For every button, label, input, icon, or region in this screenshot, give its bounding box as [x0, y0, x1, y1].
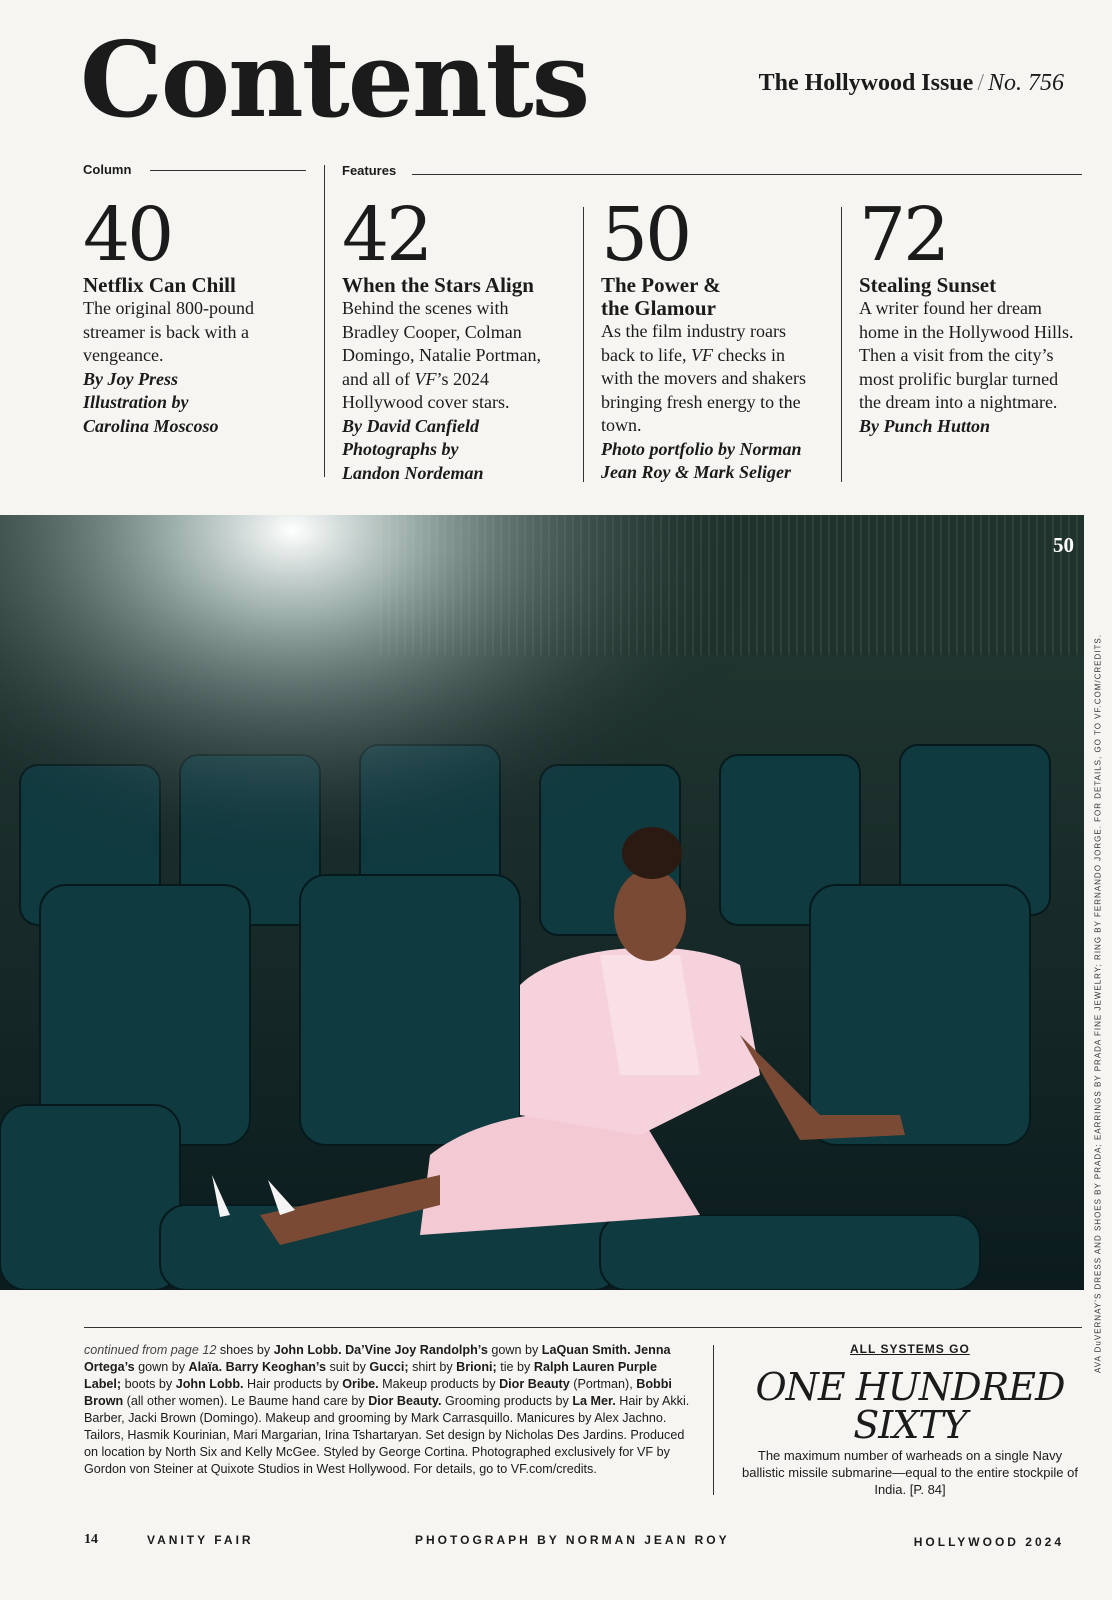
credit-brand: John Lobb. Da’Vine Joy Randolph’s: [273, 1343, 488, 1357]
cover-photo: [0, 515, 1084, 1290]
toc-entry-72[interactable]: [859, 192, 1089, 438]
credit-text-run: Makeup products by: [378, 1377, 500, 1391]
toc-entry-50[interactable]: [601, 192, 831, 485]
entry-description: A writer found her dream home in the Hollywood Hills. Then a visit from the city’s most prolific burglar turned the dream into a nightmare.: [859, 298, 1074, 412]
credit-text-run: (all other women). Le Baume hand care by: [123, 1394, 369, 1408]
credit-text-run: shoes by: [216, 1343, 274, 1357]
entry-page-number: 50: [601, 192, 690, 278]
credit-brand: Dior Beauty.: [368, 1394, 442, 1408]
photo-page-ref: 50: [1053, 533, 1074, 557]
page-title: Contents: [80, 18, 589, 141]
issue-divider: /: [977, 70, 984, 96]
desc-part: checks in with the movers and shakers bringing fresh energy to the town.: [601, 344, 806, 435]
entry-headline: The Power & the Glamour: [601, 273, 721, 320]
credit-brand: Oribe.: [342, 1377, 379, 1391]
side-credit-strip: [1084, 515, 1112, 1495]
divider-1: [324, 165, 325, 477]
credit-text-run: gown by: [487, 1343, 542, 1357]
credit-text-run: gown by: [134, 1360, 189, 1374]
column-label: Column: [83, 162, 132, 177]
desc-vf: VF: [690, 344, 713, 365]
footer-edition: HOLLYWOOD 2024: [913, 1535, 1064, 1549]
desc-vf: VF: [414, 368, 437, 389]
sidebar-text: The maximum number of warheads on a single Navy ballistic missile submarine—equal to the entire stockpile of India. [P. 84]: [742, 1448, 1078, 1497]
entry-headline: When the Stars Align: [342, 273, 534, 297]
desc-part: Behind the scenes with Bradley Cooper, Colman Domingo, Natalie Portman, and all of: [342, 298, 541, 389]
credit-text-run: Hair by Akki. Barber, Jacki Brown (Domingo). Makeup and grooming by Mark Carrasquillo. Manicures by Alex Jachno. Tailors, Hasmik Kourinian, Mari Margarian, Irina Tshartaryan. Set design by Nicholas Des Jardins. Produced on location by North Six and Kelly McGee. Styled by George Cortina. Photographed exclusively for VF by Gordon von Steiner at Quixote Studios in West Hollywood. For details, go to VF.com/credits.: [84, 1394, 690, 1476]
continued-note: continued from page 12: [84, 1343, 217, 1357]
entry-description: The original 800-pound streamer is back with a vengeance.: [83, 298, 254, 365]
entry-credit: By Punch Hutton: [859, 415, 991, 436]
credit-text-run: shirt by: [408, 1360, 457, 1374]
bottom-divider: [713, 1345, 714, 1495]
toc-entry-42[interactable]: [342, 192, 572, 485]
credit-text: [84, 1343, 689, 1476]
entry-headline: Netflix Can Chill: [83, 273, 236, 297]
entry-credit: Photo portfolio by Norman Jean Roy & Mark Seliger: [601, 438, 802, 482]
divider-2: [583, 207, 584, 482]
footer-page-number: 14: [84, 1532, 98, 1547]
entry-credit: By Joy Press Illustration by Carolina Moscoso: [83, 368, 219, 436]
issue-number: No. 756: [987, 70, 1064, 96]
credit-brand: La Mer.: [572, 1394, 616, 1408]
credit-text-run: (Portman),: [569, 1377, 637, 1391]
credit-brand: Alaïa. Barry Keoghan’s: [188, 1360, 326, 1374]
credit-brand: Bobbi Brown: [84, 1377, 672, 1408]
sidebar-title: ONE HUNDRED SIXTY: [755, 1365, 1065, 1447]
entry-headline: Stealing Sunset: [859, 273, 997, 297]
credit-text-run: tie by: [496, 1360, 534, 1374]
credit-text-run: boots by: [121, 1377, 176, 1391]
entry-page-number: 42: [342, 192, 431, 278]
entry-page-number: 72: [859, 192, 948, 278]
credit-brand: John Lobb.: [175, 1377, 244, 1391]
issue-name: The Hollywood Issue: [758, 70, 974, 96]
side-credit: AVA DuVERNAY’S DRESS AND SHOES BY PRADA; EARRINGS BY PRADA FINE JEWELRY; RING BY FERNANDO JORGE. FOR DETAILS, GO TO VF.COM/CREDITS.: [1093, 634, 1103, 1373]
features-rule: [412, 174, 1082, 175]
entry-description: [342, 297, 567, 415]
credit-brand: Dior Beauty: [499, 1377, 570, 1391]
entry-credit: By David Canfield Photographs by Landon Nordeman: [342, 415, 484, 483]
credit-text-run: Grooming products by: [441, 1394, 573, 1408]
credit-text-run: Hair products by: [243, 1377, 343, 1391]
footer-magazine: VANITY FAIR: [147, 1533, 254, 1547]
desc-part: As the film industry roars back to life,: [601, 321, 786, 365]
column-rule: [150, 170, 306, 171]
issue-line: [759, 70, 1064, 97]
footer-photo-credit: PHOTOGRAPH BY NORMAN JEAN ROY: [415, 1533, 730, 1547]
features-label: Features: [342, 163, 397, 178]
desc-part: ’s 2024 Hollywood cover stars.: [342, 368, 510, 412]
credit-text-run: suit by: [325, 1360, 370, 1374]
sidebar-label: ALL SYSTEMS GO: [850, 1342, 970, 1356]
credit-brand: Gucci;: [369, 1360, 409, 1374]
credit-brand: Brioni;: [456, 1360, 497, 1374]
divider-3: [841, 207, 842, 482]
theater-photo-illustration: [0, 515, 1084, 1290]
credit-brand: Ralph Lauren Purple Label;: [84, 1360, 658, 1391]
bottom-rule: [84, 1327, 1082, 1328]
credit-brand: LaQuan Smith. Jenna Ortega’s: [84, 1343, 671, 1374]
toc-entry-40[interactable]: [83, 192, 313, 438]
entry-page-number: 40: [83, 192, 172, 278]
fashion-credits: [84, 1342, 694, 1478]
entry-description: [601, 320, 806, 438]
